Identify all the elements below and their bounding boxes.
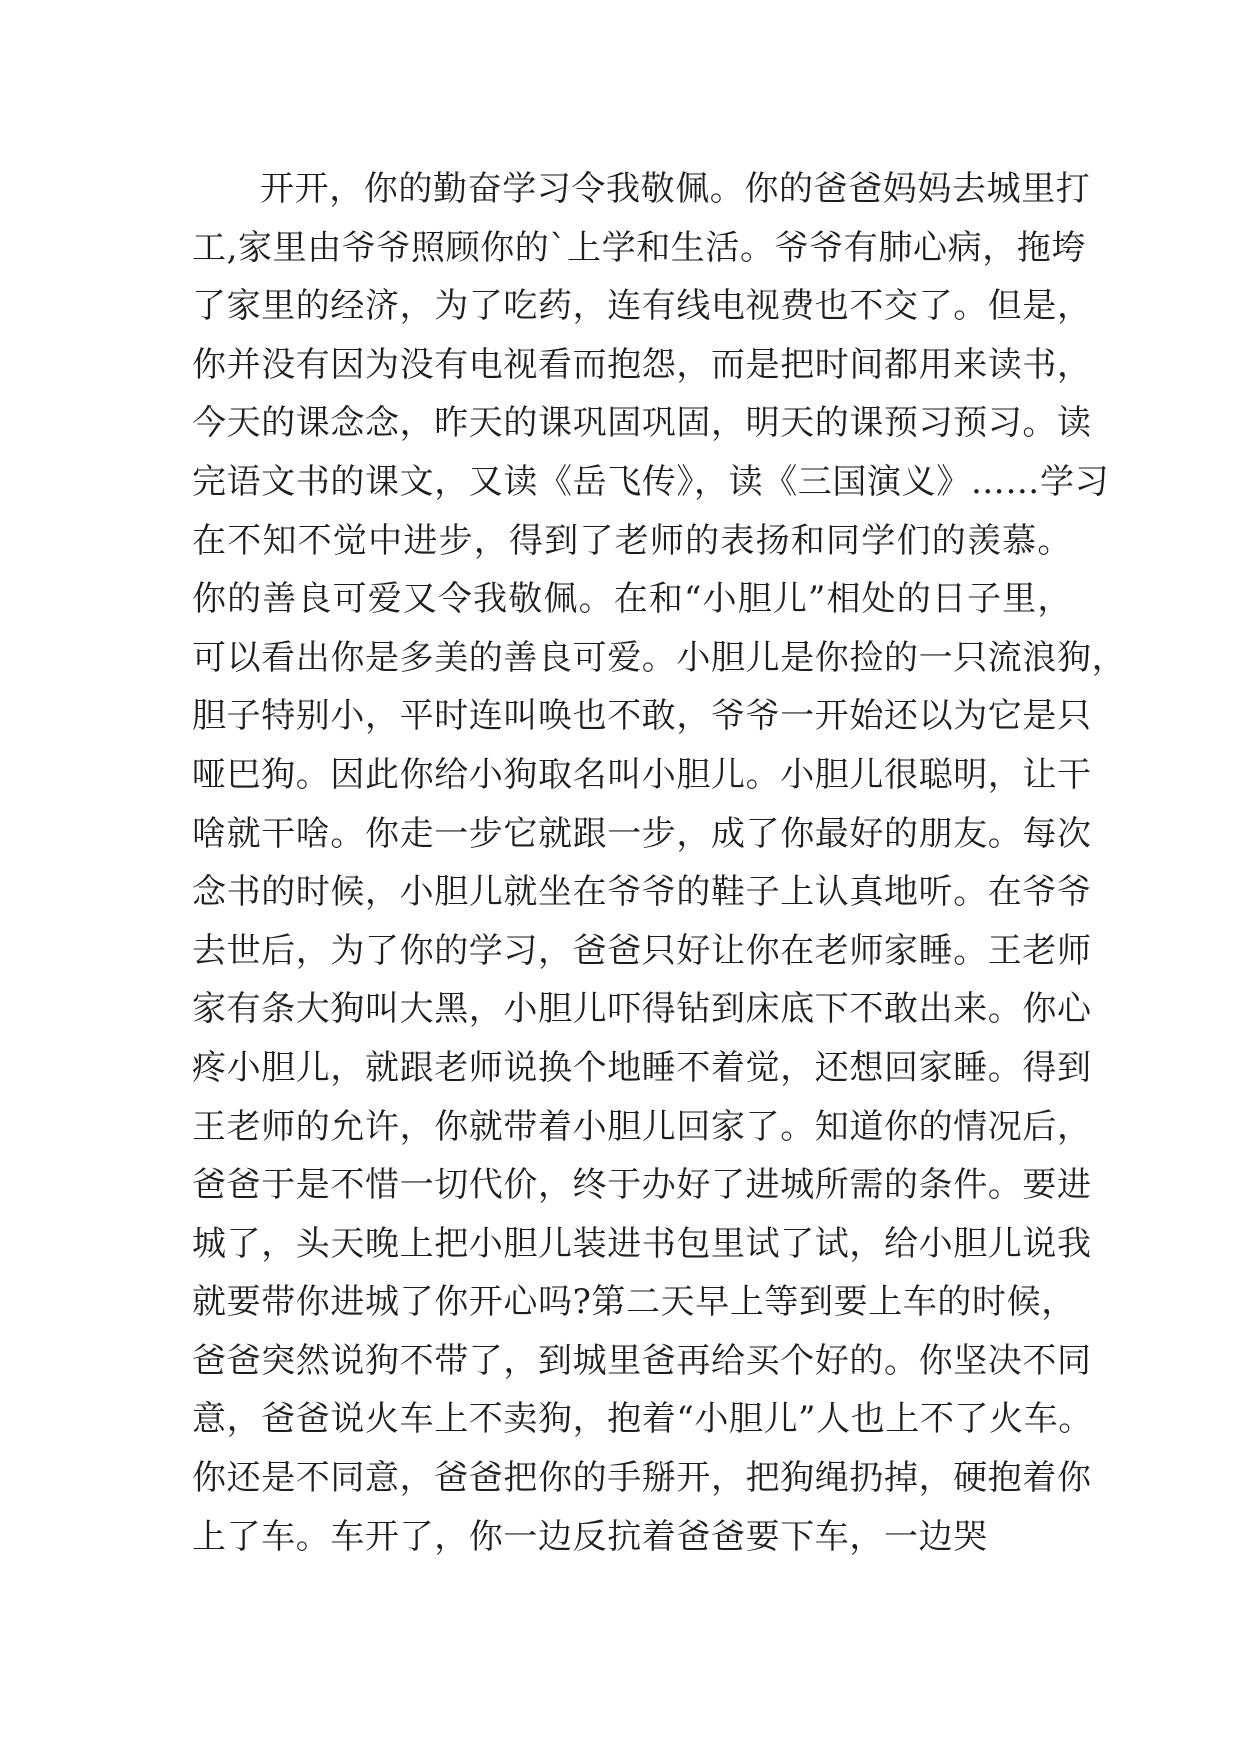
text-line: 就要带你进城了你开心吗?第二天早上等到要上车的时候，: [192, 1282, 1076, 1323]
text-line: 胆子特别小，平时连叫唤也不敢，爷爷一开始还以为它是只: [192, 696, 1092, 737]
text-line: 了家里的经济，为了吃药，连有线电视费也不交了。但是，: [192, 286, 1092, 327]
text-line: 工,家里由爷爷照顾你的`上学和生活。爷爷有肺心病，拖垮: [192, 227, 1087, 268]
text-line: 你的善良可爱又令我敬佩。在和“小胆儿”相处的日子里，: [192, 579, 1072, 620]
text-line: 家有条大狗叫大黑，小胆儿吓得钻到床底下不敢出来。你心: [192, 989, 1092, 1030]
text-line: 城了，头天晚上把小胆儿装进书包里试了试，给小胆儿说我: [192, 1223, 1092, 1264]
text-line: 你并没有因为没有电视看而抱怨，而是把时间都用来读书，: [192, 344, 1092, 385]
text-line: 可以看出你是多美的善良可爱。小胆儿是你捡的一只流浪狗，: [192, 637, 1127, 678]
text-line: 你还是不同意，爸爸把你的手掰开，把狗绳扔掉，硬抱着你: [192, 1458, 1092, 1499]
text-line: 爸爸于是不惜一切代价，终于办好了进城所需的条件。要进: [192, 1165, 1092, 1206]
text-line: 开开，你的勤奋学习令我敬佩。你的爸爸妈妈去城里打: [260, 169, 1091, 209]
text-line: 去世后，为了你的学习，爸爸只好让你在老师家睡。王老师: [192, 930, 1092, 971]
text-line: 今天的课念念，昨天的课巩固巩固，明天的课预习预习。读: [192, 403, 1092, 444]
text-line: 念书的时候，小胆儿就坐在爷爷的鞋子上认真地听。在爷爷: [192, 872, 1092, 913]
text-line: 啥就干啥。你走一步它就跟一步，成了你最好的朋友。每次: [192, 813, 1092, 854]
text-line: 上了车。车开了，你一边反抗着爸爸要下车，一边哭: [192, 1516, 988, 1557]
text-line: 哑巴狗。因此你给小狗取名叫小胆儿。小胆儿很聪明，让干: [192, 754, 1092, 795]
text-line: 疼小胆儿，就跟老师说换个地睡不着觉，还想回家睡。得到: [192, 1047, 1092, 1088]
text-line: 爸爸突然说狗不带了，到城里爸再给买个好的。你坚决不同: [192, 1340, 1092, 1381]
body-text: [192, 160, 1127, 1566]
text-line: 完语文书的课文，又读《岳飞传》，读《三国演义》……学习: [192, 461, 1110, 502]
text-line: 意，爸爸说火车上不卖狗，抱着“小胆儿”人也上不了火车。: [192, 1399, 1093, 1440]
text-line: 在不知不觉中进步，得到了老师的表扬和同学们的羡慕。: [192, 520, 1072, 561]
text-line: 王老师的允许，你就带着小胆儿回家了。知道你的情况后，: [192, 1106, 1092, 1147]
